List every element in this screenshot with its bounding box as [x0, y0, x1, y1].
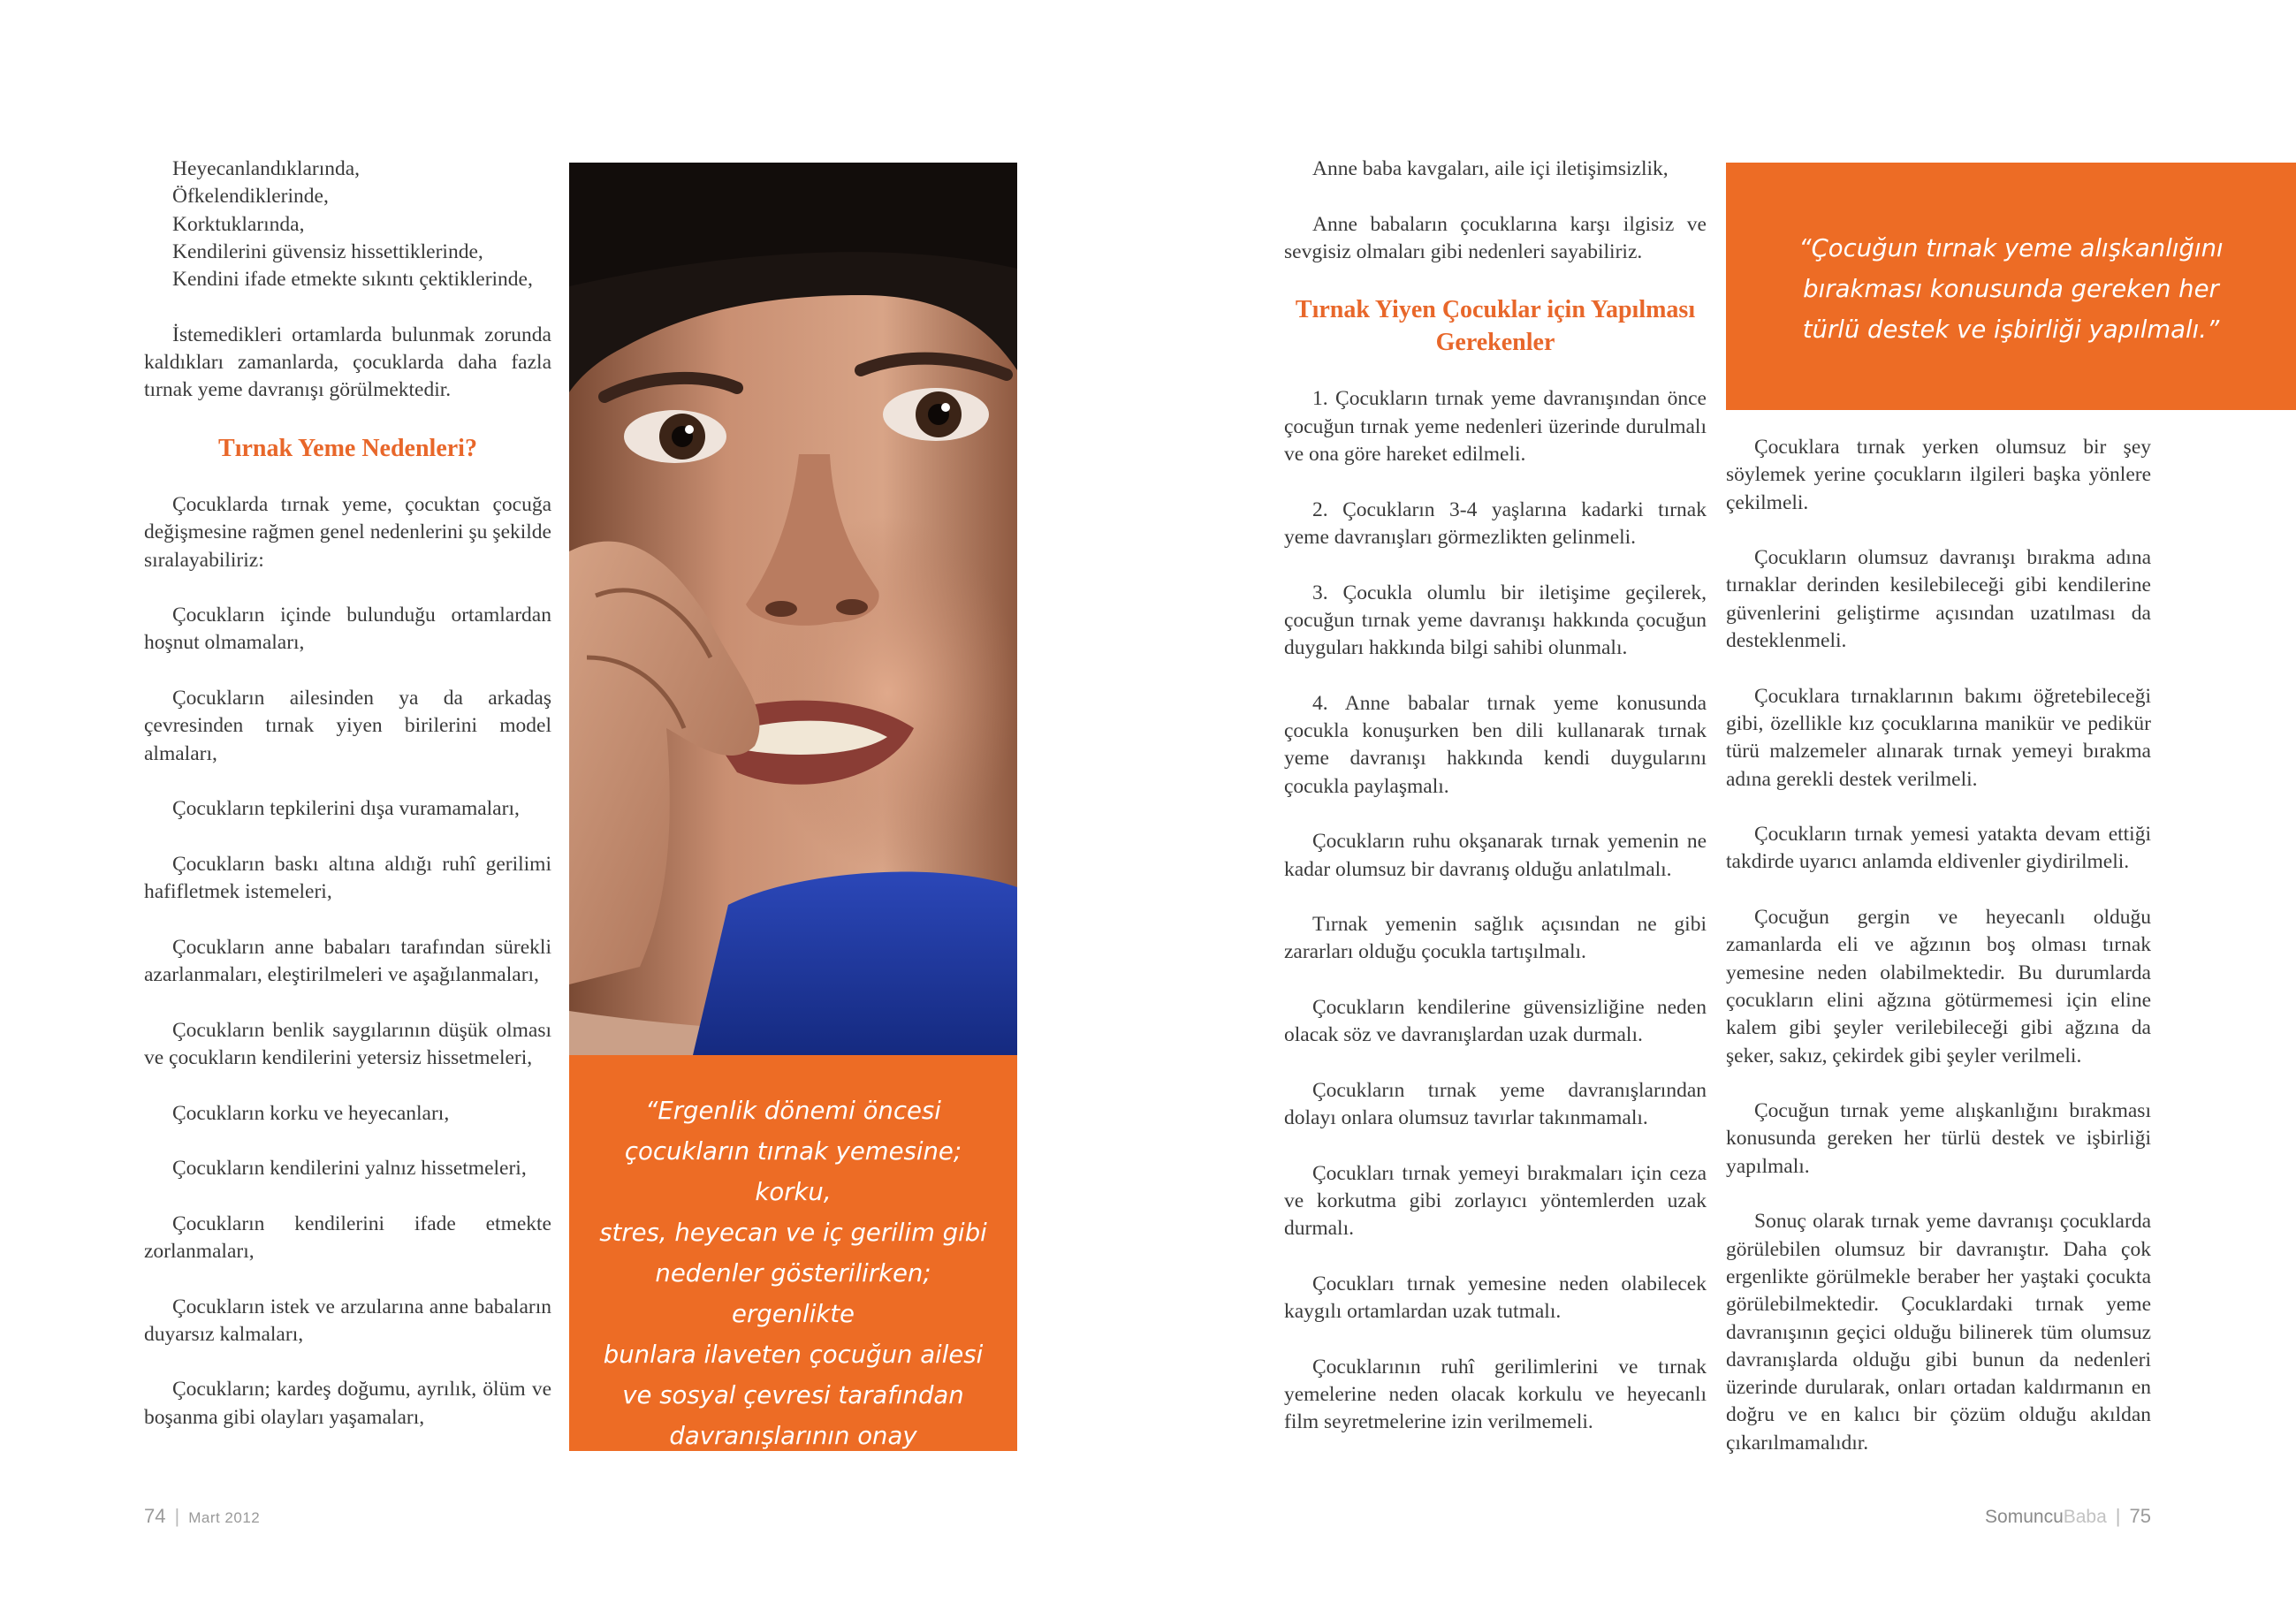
footer-right: [1985, 1505, 2151, 1528]
footer-left: [144, 1505, 260, 1528]
body-paragraph: Çocukların tepkilerini dışa vuramamaları,: [172, 797, 520, 821]
magazine-brand-part2: Baba: [2063, 1507, 2107, 1527]
footer-divider: |: [174, 1505, 180, 1527]
body-paragraph: Çocuğun gergin ve heyecanlı olduğu zamanlarda eli ve ağzının boş olması tırnak yemesine neden olabilmektedir. Bu durumlarda çocukların elini ağzına götürmemesi için eline kalem gibi şeyler verilebileceği gibi ağzına da şeker, sakız, çekirdek gibi şeyler verilmeli.: [1726, 906, 2151, 1067]
body-paragraph: Çocukların tırnak yeme davranışlarından dolayı onlara olumsuz tavırlar takınmamalı.: [1284, 1078, 1707, 1130]
right-page-text-column-1: [1284, 156, 1707, 1437]
intro-paragraph: İstemedikleri ortamlarda bulunmak zorunda kaldıkları zamanlarda, çocuklarda daha fazla tırnak yeme davranışı görülmektedir.: [144, 323, 551, 402]
body-paragraph: Çocuklarının ruhî gerilimlerini ve tırnak yemelerine neden olacak korkulu ve heyecanlı film seyretmelerine izin verilmemeli.: [1284, 1355, 1707, 1434]
section-heading-causes: Tırnak Yeme Nedenleri?: [218, 434, 477, 462]
page-number: 75: [2129, 1505, 2151, 1527]
pull-quote-text: “Çocuğun tırnak yeme alışkanlığını bırakması konusunda gereken her türlü destek ve işbirliği yapılmalı.”: [1798, 234, 2224, 344]
pull-quote-box: [1726, 163, 2296, 410]
body-paragraph: Anne baba kavgaları, aile içi iletişimsizlik,: [1312, 157, 1669, 180]
body-paragraph: Çocukların; kardeş doğumu, ayrılık, ölüm ve boşanma gibi olayları yaşamaları,: [144, 1378, 551, 1429]
body-paragraph: Çocuklara tırnak yerken olumsuz bir şey söylemek yerine çocukların ilgileri başka yönlere çekilmeli.: [1726, 436, 2151, 514]
intro-line: Kendini ifade etmekte sıkıntı çektiklerinde,: [172, 268, 533, 292]
body-paragraph: Çocukların içinde bulunduğu ortamlardan hoşnut olmamaları,: [144, 604, 551, 655]
body-paragraph: Çocuklara tırnaklarının bakımı öğretebileceği gibi, özellikle kız çocuklarına manikür ve pedikür türü malzemeler alınarak tırnak yemeyi bırakma adına gerekli destek verilmeli.: [1726, 684, 2151, 791]
body-paragraph: Çocukların olumsuz davranışı bırakma adına tırnaklar derinden kesilebileceği gibi kendilerine güvenlerini geliştirme açısından uzatılması da desteklenmeli.: [1726, 546, 2151, 653]
pull-quote-text: “Ergenlik dönemi öncesi çocukların tırnak yemesine; korku, stres, heyecan ve iç gerilim gibi nedenler gösterilirken; ergenlikte bunlara ilaveten çocuğun ailesi ve sosyal çevresi tarafından davranışlarının onay görmemesine de bağlanmaktadır.”: [599, 1097, 987, 1531]
intro-line: Kendilerini güvensiz hissettiklerinde,: [172, 239, 483, 263]
right-page-text-column-2: [1726, 434, 2151, 1457]
footer-divider: |: [2115, 1505, 2121, 1527]
body-paragraph: Çocukların kendilerini yalnız hissetmeleri,: [172, 1157, 527, 1181]
body-paragraph: Çocukların benlik saygılarının düşük olması ve çocukların kendilerini yetersiz hissetmeleri,: [144, 1018, 551, 1069]
body-paragraph: Çocukların istek ve arzularına anne babaların duyarsız kalmaları,: [144, 1295, 551, 1346]
magazine-brand-part1: Somuncu: [1985, 1507, 2064, 1527]
body-paragraph: Çocukların tırnak yemesi yatakta devam ettiği takdirde uyarıcı anlamda eldivenler giydirilmeli.: [1726, 823, 2151, 874]
left-page-text-column: [144, 156, 551, 1432]
issue-date: Mart 2012: [188, 1509, 261, 1526]
intro-line: Öfkelendiklerinde,: [172, 185, 329, 209]
body-paragraph: Çocukların ruhu okşanarak tırnak yemenin ne kadar olumsuz bir davranış olduğu anlatılmalı.: [1284, 830, 1707, 881]
body-paragraph: Çocukların korku ve heyecanları,: [172, 1101, 450, 1125]
body-paragraph: Çocuklarda tırnak yeme, çocuktan çocuğa değişmesine rağmen genel nedenlerini şu şekilde sıralayabiliriz:: [144, 492, 551, 572]
body-paragraph: 1. Çocukların tırnak yeme davranışından önce çocuğun tırnak yeme nedenleri üzerinde durulmalı ve ona göre hareket edilmeli.: [1284, 387, 1707, 467]
body-paragraph: 3. Çocukla olumlu bir iletişime geçilerek, çocuğun tırnak yeme davranışı hakkında çocuğun duyguları hakkında bilgi sahibi olunmalı.: [1284, 581, 1707, 660]
body-paragraph: Çocukların kendilerine güvensizliğine neden olacak söz ve davranışlardan uzak durmalı.: [1284, 996, 1707, 1047]
body-paragraph: Çocukları tırnak yemeyi bırakmaları için ceza ve korkutma gibi zorlayıcı yöntemlerden uzak durmalı.: [1284, 1161, 1707, 1241]
body-paragraph: Çocukların baskı altına aldığı ruhî gerilimi hafifletmek istemeleri,: [144, 852, 551, 904]
intro-line: Korktuklarında,: [172, 212, 305, 236]
body-paragraph: Çocukların anne babaları tarafından sürekli azarlanmaları, eleştirilmeleri ve aşağılanmaları,: [144, 935, 551, 987]
section-heading-recommendations: Tırnak Yiyen Çocuklar için Yapılması Gerekenler: [1295, 296, 1696, 357]
body-paragraph: Çocuğun tırnak yeme alışkanlığını bırakması konusunda gereken her türlü destek ve işbirliği yapılmalı.: [1726, 1099, 2151, 1178]
pull-quote-box: [569, 1055, 1017, 1531]
body-paragraph: Anne babaların çocuklarına karşı ilgisiz ve sevgisiz olmaları gibi nedenleri sayabiliriz.: [1284, 212, 1707, 263]
body-paragraph: Çocukların kendilerini ifade etmekte zorlanmaları,: [144, 1212, 551, 1263]
body-paragraph: 2. Çocukların 3-4 yaşlarına kadarki tırnak yeme davranışları görmezlikten gelinmeli.: [1284, 498, 1707, 549]
body-paragraph: Çocukların ailesinden ya da arkadaş çevresinden tırnak yiyen birilerini model almaları,: [144, 687, 551, 765]
body-paragraph: Çocukları tırnak yemesine neden olabilecek kaygılı ortamlardan uzak tutmalı.: [1284, 1272, 1707, 1324]
page-number: 74: [144, 1505, 166, 1527]
body-paragraph: Sonuç olarak tırnak yeme davranışı çocuklarda görülebilen olumsuz bir davranıştır. Daha çok ergenlikte görülmekle beraber her yaştaki çocukta görülebilmektedir. Çocuklardaki tırnak yeme davranışının geçici olduğu bilinerek tüm olumsuz davranışlarda olduğu gibi bunun da nedenleri üzerinde durularak, onları ortadan kaldırmanın en doğru ve en kalıcı bir çözüm olduğu akıldan çıkarılmamalıdır.: [1726, 1210, 2151, 1455]
body-paragraph: 4. Anne babalar tırnak yeme konusunda çocukla konuşurken ben dili kullanarak tırnak yeme davranışı hakkında kendi duygularını çocukla paylaşmalı.: [1284, 691, 1707, 798]
child-nail-biting-photo: [569, 163, 1017, 1055]
intro-line: Heyecanlandıklarında,: [172, 157, 361, 180]
body-paragraph: Tırnak yemenin sağlık açısından ne gibi zararları olduğu çocukla tartışılmalı.: [1284, 913, 1707, 964]
